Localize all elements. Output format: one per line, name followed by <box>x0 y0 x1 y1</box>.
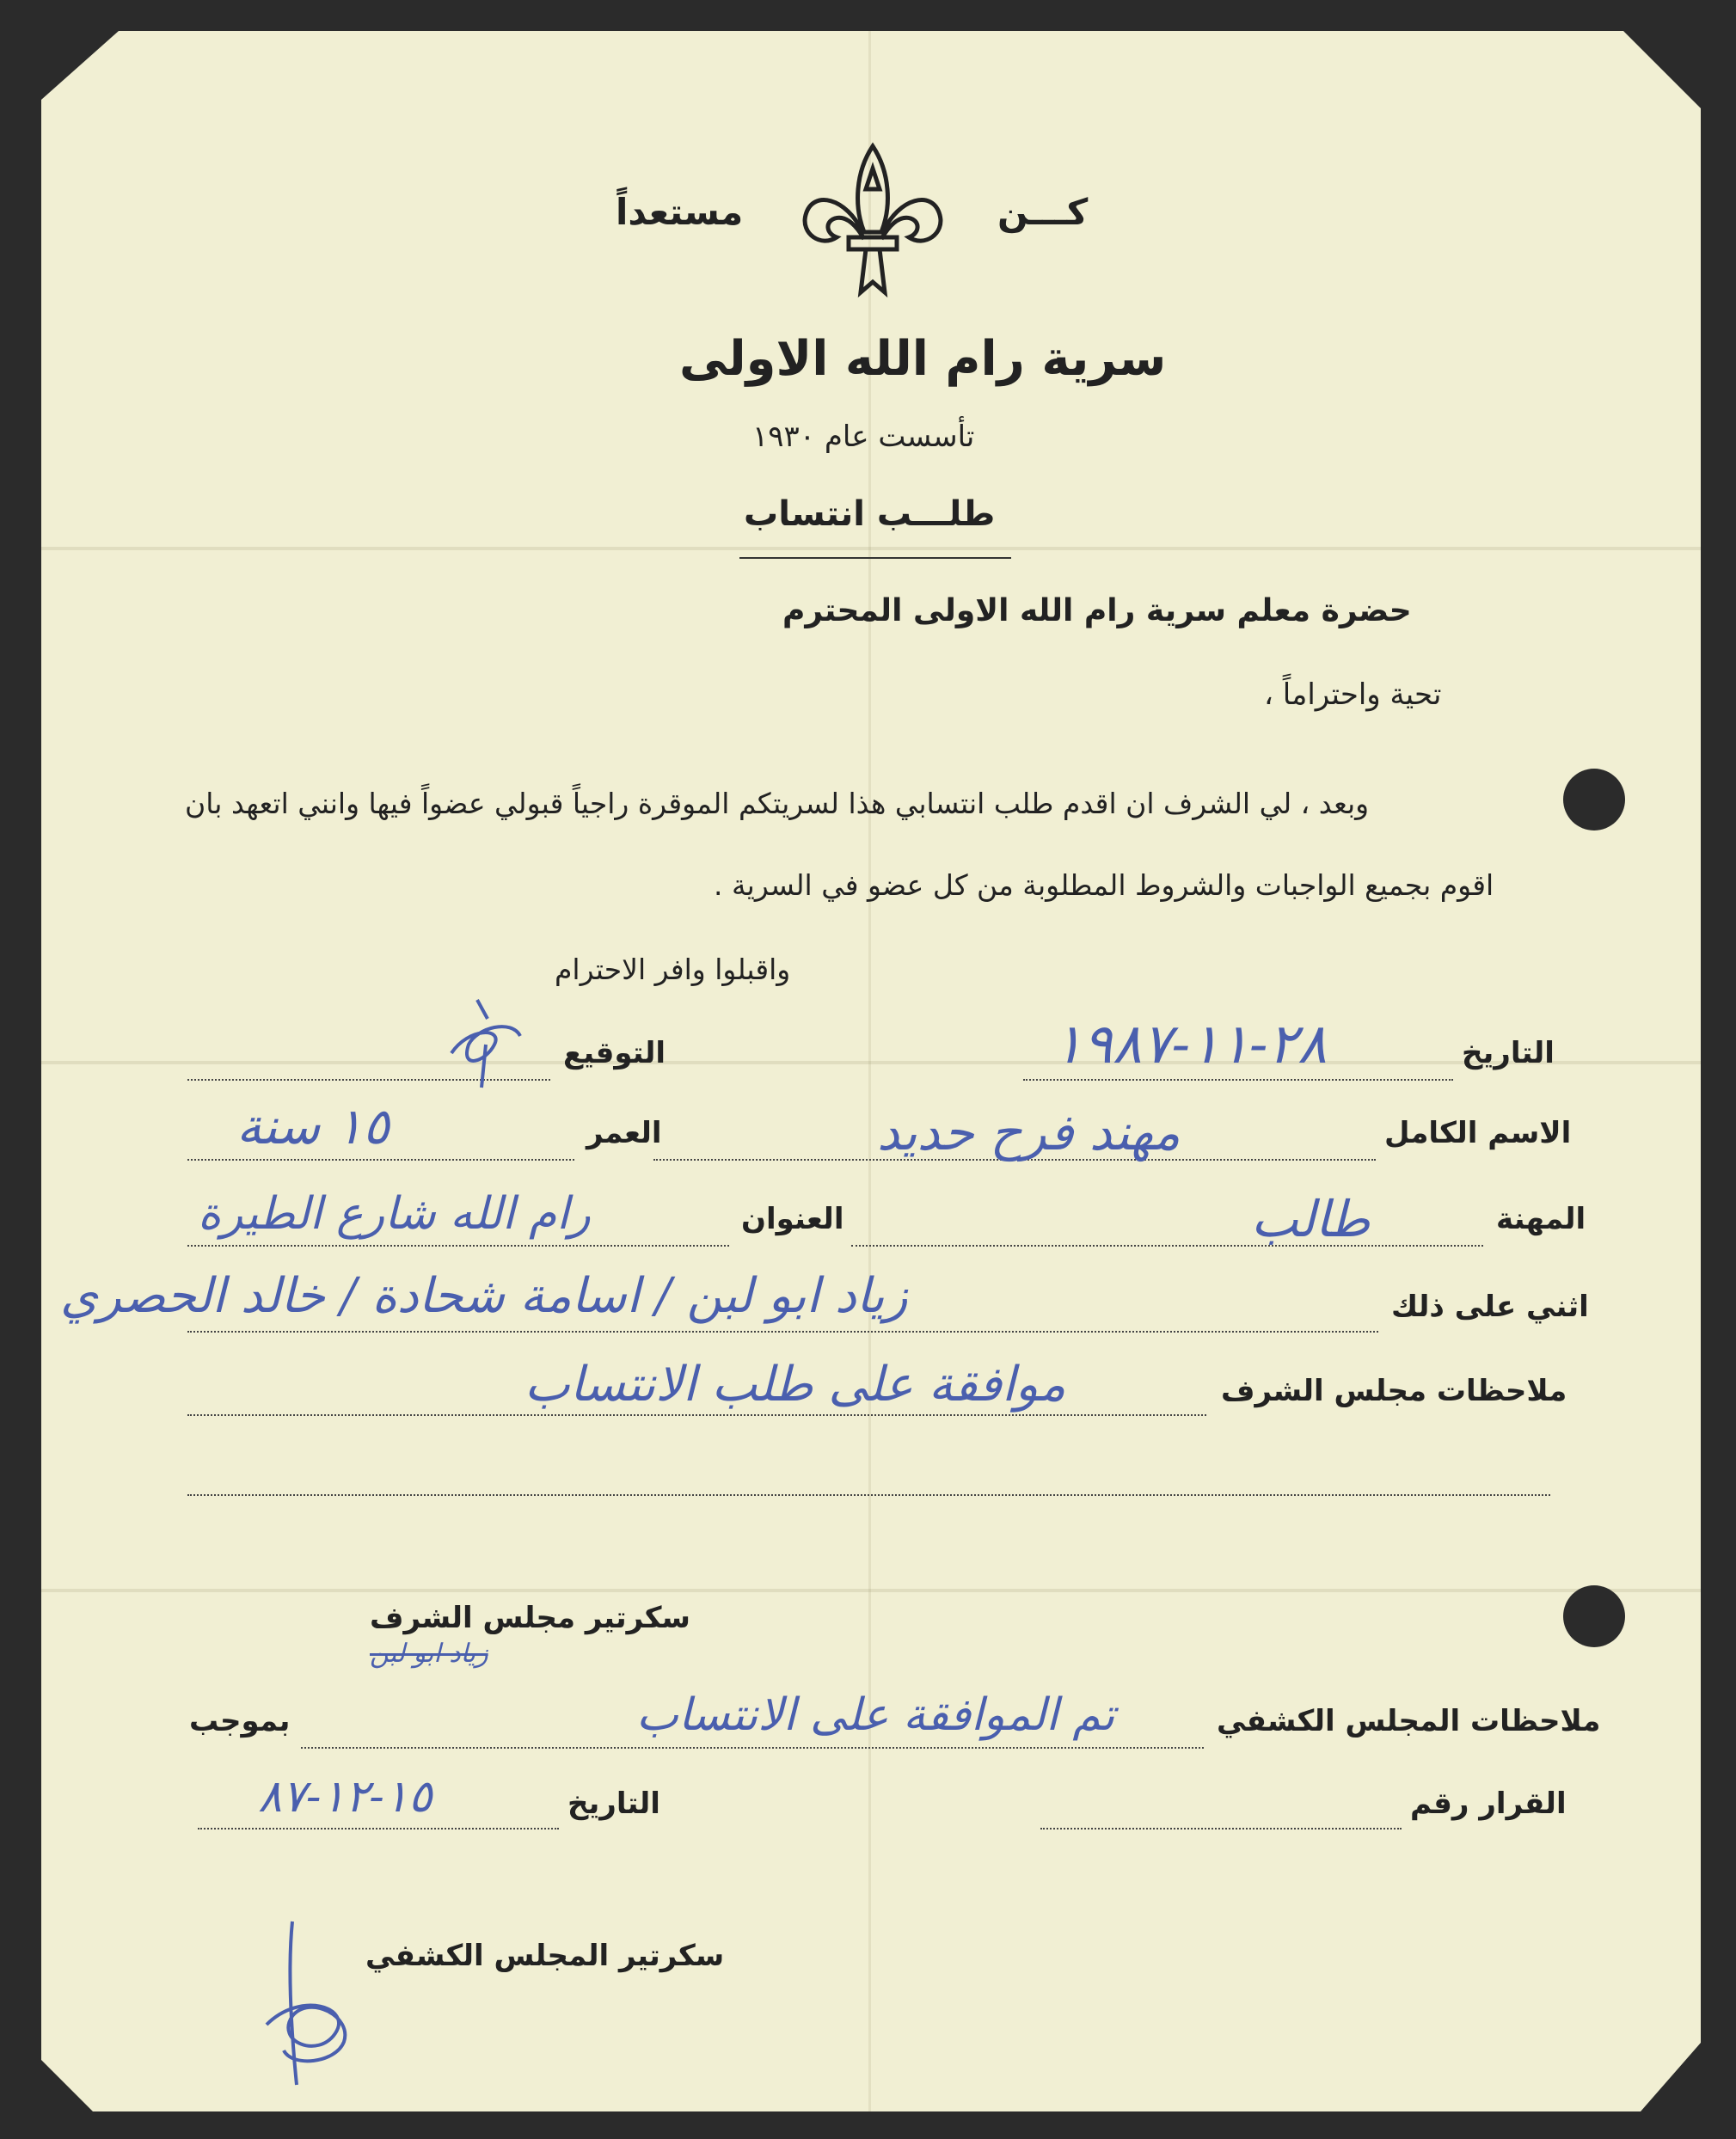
address-label: العنوان <box>741 1202 844 1236</box>
date-line <box>1023 1079 1453 1081</box>
address-value[interactable]: رام الله شارع الطيرة <box>198 1188 591 1240</box>
fold-line <box>41 1589 1701 1592</box>
form-title: طلـــب انتساب <box>744 494 996 534</box>
honor-secretary-signature: زياد ابو لبن <box>370 1639 488 1669</box>
applicant-signature-icon <box>434 993 537 1096</box>
profession-label: المهنة <box>1496 1202 1586 1236</box>
fullname-value[interactable]: مهند فرح حديد <box>877 1103 1181 1161</box>
honor-notes-label: ملاحظات مجلس الشرف <box>1221 1374 1567 1408</box>
greeting: تحية واحتراماً ، <box>1264 677 1442 712</box>
body-line-1: وبعد ، لي الشرف ان اقدم طلب انتسابي هذا لسريتكم الموقرة راجياً قبولي عضواً فيها وانني اتعهد بان <box>185 787 1370 820</box>
date-value[interactable]: ٢٨-١١-١٩٨٧ <box>1053 1013 1328 1076</box>
endorsed-line <box>187 1331 1378 1333</box>
scout-notes-line <box>301 1747 1204 1749</box>
motto-prepared: مستعداً <box>616 191 744 233</box>
age-label: العمر <box>586 1116 662 1150</box>
scout-notes-label: ملاحظات المجلس الكشفي <box>1217 1704 1601 1738</box>
title-underline <box>739 557 1011 559</box>
scout-secretary-label: سكرتير المجلس الكشفي <box>365 1939 725 1973</box>
closing: واقبلوا وافر الاحترام <box>555 953 791 986</box>
profession-value[interactable]: طالب <box>1251 1190 1371 1248</box>
date-label: التاريخ <box>1462 1036 1555 1070</box>
pursuant-label: بموجب <box>189 1704 291 1738</box>
honor-secretary-label: سكرتير مجلس الشرف <box>370 1601 690 1635</box>
honor-notes-line-2 <box>187 1494 1550 1496</box>
decision-line <box>1040 1828 1402 1829</box>
punch-hole <box>1563 1585 1625 1647</box>
honor-notes-value[interactable]: موافقة على طلب الانتساب <box>524 1357 1066 1413</box>
decision-label: القرار رقم <box>1410 1787 1567 1821</box>
honor-notes-line <box>187 1414 1206 1416</box>
punch-hole <box>1563 769 1625 830</box>
fold-line <box>41 547 1701 550</box>
scout-date-line <box>198 1828 559 1829</box>
endorsed-label: اثني على ذلك <box>1391 1290 1589 1324</box>
troop-name: سرية رام الله الاولى <box>679 331 1167 387</box>
addressee: حضرة معلم سرية رام الله الاولى المحترم <box>782 593 1412 628</box>
address-line <box>187 1245 729 1247</box>
profession-line <box>851 1245 1483 1247</box>
founded-year: تأسست عام ١٩٣٠ <box>752 420 975 454</box>
body-line-2: اقوم بجميع الواجبات والشروط المطلوبة من كل عضو في السرية . <box>714 868 1494 902</box>
scout-secretary-signature-icon <box>249 1913 387 2102</box>
age-line <box>187 1159 574 1161</box>
fullname-label: الاسم الكامل <box>1384 1116 1572 1150</box>
motto-be: كـــن <box>997 191 1089 233</box>
scout-date-label: التاريخ <box>567 1787 660 1821</box>
fold-line <box>41 1061 1701 1064</box>
fleur-de-lis-icon <box>795 138 950 301</box>
scout-date-value[interactable]: ١٥-١٢-٨٧ <box>258 1771 432 1823</box>
endorsed-value[interactable]: زياد ابو لبن / اسامة شحادة / خالد الحصري <box>60 1268 908 1324</box>
scout-notes-value[interactable]: تم الموافقة على الانتساب <box>636 1689 1115 1741</box>
age-value[interactable]: ١٥ سنة <box>236 1097 390 1155</box>
signature-label: التوقيع <box>563 1036 666 1070</box>
